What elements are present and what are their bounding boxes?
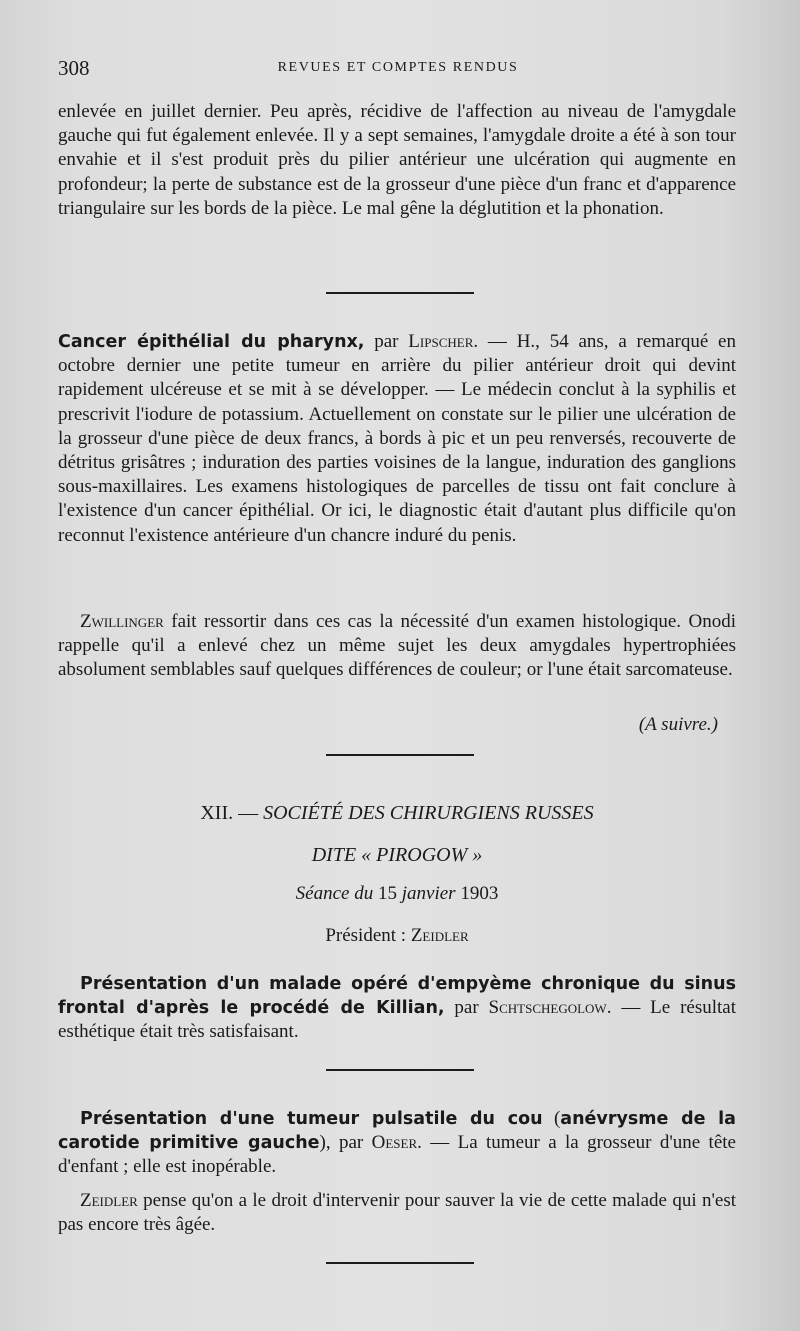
article-subtitle: anévrysme de la carotide primitive gauche <box>58 1109 736 1154</box>
comment-body: fait ressortir dans ces cas la nécessité d'un examen histologique. Onodi rappelle qu'il a enlevé chez un même sujet les deux amygdales hypertrophiées absolument semblables sauf quelques différences de couleur; or l'une était sarcomateuse. <box>58 611 736 681</box>
paragraph-continuation: enlevée en juillet dernier. Peu après, récidive de l'affection au niveau de l'amygdale gauche qui fut également enlevée. Il y a sept semaines, l'amygdale droite a été à son tour envahie et il s'est produit près du pilier antérieur une ulcération qui augmente en profondeur; la perte de substance est de la grosseur d'une pièce d'un franc et d'apparence triangulaire sur les bords de la pièce. Le mal gêne la déglutition et la phonation. <box>58 101 736 219</box>
session-label: Séance du <box>295 883 374 904</box>
separator-rule <box>326 1069 474 1071</box>
page-number: 308 <box>58 56 90 80</box>
session-date <box>58 883 736 905</box>
session-year: 1903 <box>455 883 499 904</box>
article-paren-open: ( <box>542 1108 561 1129</box>
president-name: Zeidler <box>410 925 469 946</box>
separator-rule <box>326 292 474 294</box>
article-author: Schtschegolow <box>488 997 607 1019</box>
session-day: 15 <box>373 883 402 904</box>
article-cancer-pharynx <box>58 330 736 548</box>
president-line <box>58 925 736 947</box>
to-follow-note: (A suivre.) <box>638 714 718 735</box>
article-author: Oeser <box>371 1132 418 1154</box>
article-sinus-frontal <box>58 972 736 1045</box>
article-by: par <box>364 331 409 352</box>
comment-body: pense qu'on a le droit d'intervenir pour sauver la vie de cette malade qui n'est pas encore très âgée. <box>58 1190 736 1236</box>
section-name: SOCIÉTÉ DES CHIRURGIENS RUSSES <box>263 802 594 824</box>
running-head: REVUES ET COMPTES RENDUS <box>277 60 519 75</box>
article-author: Lipscher <box>408 331 474 352</box>
article-body: . — H., 54 ans, a remarqué en octobre dernier une petite tumeur en arrière du pilier antérieur droit qui devint rapidement ulcéreuse et se mit à se développer. — Le médecin conclut à la syphilis et prescrivit l'iodure de potassium. Actuellement on constate sur le pilier une ulcération de la grosseur d'une pièce de deux francs, à bords à pic et un peu renversés, recouverte de détritus grisâtres ; induration des parties voisines de la langue, induration des ganglions sous-maxillaires. Les examens histologiques de parcelles de tissu ont fait conclure à l'existence d'un cancer épithélial. Or ici, le diagnostic était d'autant plus difficile qu'on reconnut l'existence antérieure d'un chancre induré du penis. <box>58 331 736 546</box>
president-label: Président : <box>325 925 411 946</box>
comment-paragraph <box>58 610 736 683</box>
comment-paragraph <box>58 1189 736 1237</box>
article-title: Présentation d'un malade opéré d'empyème chronique du sinus frontal d'après le procédé de Killian, <box>58 974 736 1019</box>
article-by: par <box>444 997 489 1019</box>
comment-author: Zwillinger <box>80 611 164 632</box>
section-heading-line2: DITE « PIROGOW » <box>311 844 483 866</box>
session-month: janvier <box>401 883 456 904</box>
section-number: XII. — <box>200 802 264 824</box>
article-tumeur-pulsatile <box>58 1107 736 1180</box>
article-body: . — Le résultat esthétique était très satisfaisant. <box>58 997 736 1043</box>
article-body: . — La tumeur a la grosseur d'une tête d'enfant ; elle est inopérable. <box>58 1132 736 1178</box>
separator-rule <box>326 754 474 756</box>
separator-rule <box>326 1262 474 1264</box>
article-paren-close: ) <box>319 1132 326 1154</box>
article-by: , par <box>325 1132 372 1154</box>
article-title: Présentation d'une tumeur pulsatile du cou <box>80 1109 543 1129</box>
section-heading-line1 <box>58 802 736 825</box>
article-title: Cancer épithélial du pharynx, <box>58 332 365 352</box>
comment-author: Zeidler <box>80 1190 138 1211</box>
page-header <box>58 56 738 86</box>
